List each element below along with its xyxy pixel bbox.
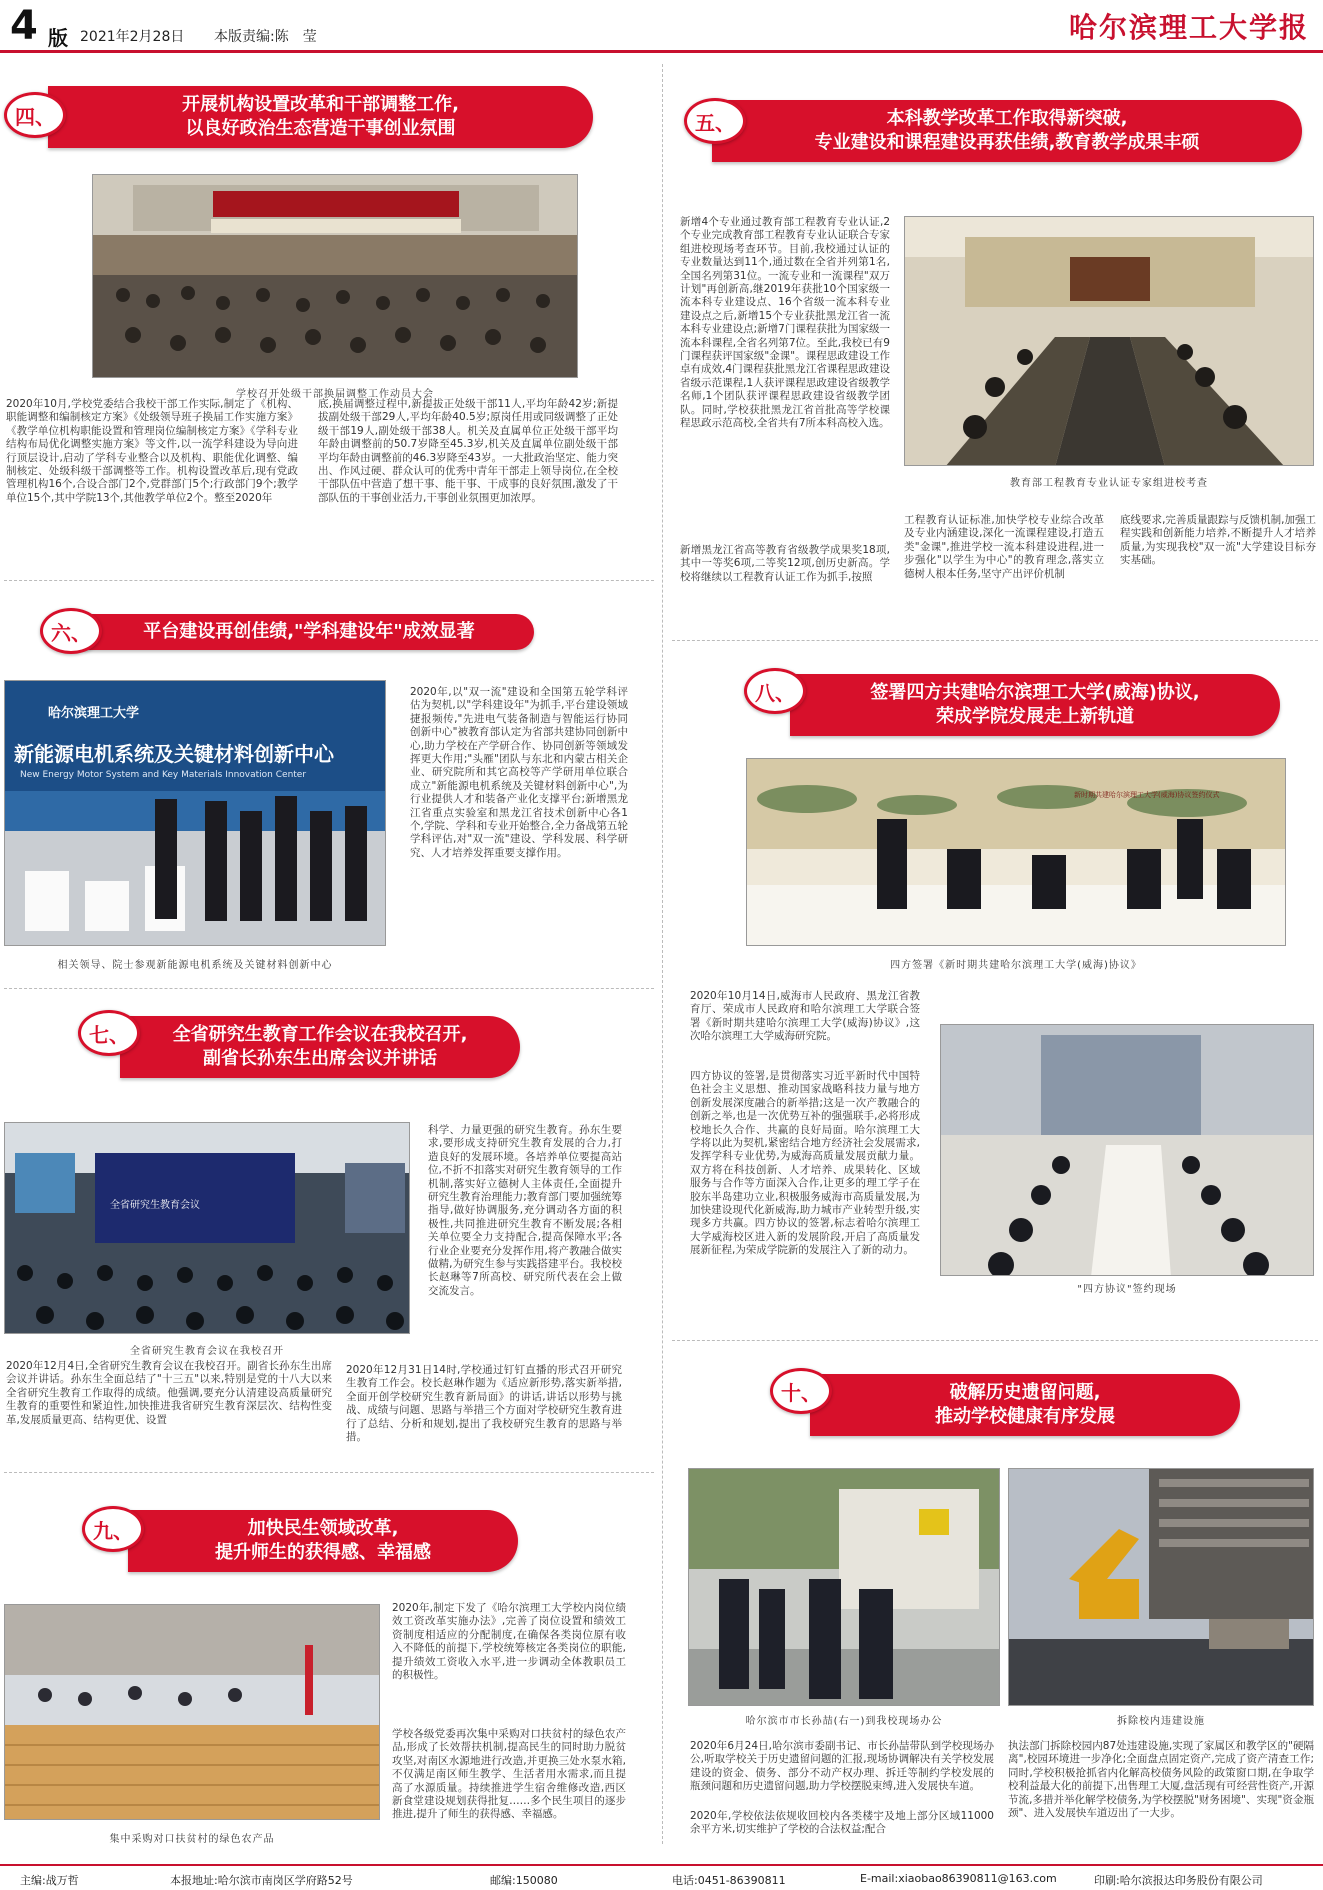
section-4-number: 四、	[4, 92, 66, 138]
header-divider	[0, 50, 1323, 53]
innovation-center-sign-school: 哈尔滨理工大学	[48, 706, 140, 721]
section-9-title-line2: 提升师生的获得感、幸福感	[215, 1542, 431, 1563]
section-8-title-line2: 荣成学院发展走上新轨道	[936, 706, 1134, 727]
section-7-col3: 2020年12月31日14时,学校通过钉钉直播的形式召开研究生教育工作会。校长赵琳作题为《适应新形势,落实新举措,全面开创学校研究生教育新局面》的讲话,讲话以形势与挑战、成绩与问题、思路与举措三个方面对学校研究生教育进行了总结、分析和规划,提出了我校研究生教育的思路与举措。	[346, 1364, 622, 1444]
section-4-title-line2: 以良好政治生态营造干事创业氛围	[185, 118, 456, 139]
section-10-number: 十、	[770, 1368, 832, 1414]
section-6-title	[84, 614, 534, 650]
section-8-col1a: 2020年10月14日,威海市人民政府、黑龙江省教育厅、荣成市人民政府和哈尔滨理工大学联合签署《新时期共建哈尔滨理工大学(威海)协议》,这次哈尔滨理工大学威海研究院。	[690, 990, 920, 1043]
section-10-title	[810, 1374, 1240, 1436]
accreditation-meeting-caption: 教育部工程教育专业认证专家组进校考查	[1010, 478, 1208, 489]
signing-backdrop-text: 新时期共建哈尔滨理工大学(威海)协议签约仪式	[1074, 791, 1220, 799]
page-number: 4	[10, 3, 38, 49]
section-divider	[4, 988, 654, 989]
section-5-col2: 新增黑龙江省高等教育省级教学成果奖18项,其中一等奖6项,二等奖12项,创历史新高。学校将继续以工程教育认证工作为抓手,按照	[680, 544, 890, 583]
section-4-col2: 底,换届调整过程中,新提拔正处级干部11人,平均年龄42岁;新提拔副处级干部29人,平均年龄40.5岁;原岗任用或同级调整了正处级干部19人,副处级干部38人。机关及直属单位正处级干部平均年龄由调整前的50.7岁降至45.3岁,机关及直属单位副处级干部平均年龄由调整前的46.3岁降至43岁。一大批政治坚定、能力突出、作风过硬、群众认可的优秀中青年干部走上领导岗位,在全校干部队伍中营造了想干事、能干事、干成事的良好氛围,激发了干部队伍的干事创业活力,干事创业氛围更加浓厚。	[318, 398, 618, 504]
section-6-number: 六、	[40, 608, 102, 654]
section-9-title-line1: 加快民生领域改革,	[247, 1518, 399, 1539]
innovation-center-caption: 相关领导、院士参观新能源电机系统及关键材料创新中心	[57, 960, 333, 971]
page-editor: 本版责编:陈 莹	[214, 29, 317, 45]
page-header	[0, 0, 1323, 48]
section-7-title	[120, 1016, 520, 1078]
section-4-title	[48, 86, 593, 148]
section-divider	[672, 640, 1318, 641]
conference-screen-text: 全省研究生教育会议	[110, 1200, 200, 1211]
section-5-title	[712, 100, 1302, 162]
section-5-col1: 新增4个专业通过教育部工程教育专业认证,2个专业完成教育部工程教育专业认证联合专家组进校现场考查环节。目前,我校通过认证的专业数量达到11个,通过数在全省并列第1名,全国名列第31位。一流专业和一流课程"双万计划"再创新高,继2019年获批10个国家级一流本科专业建设点、16个省级一流本科专业建设点之后,新增15个专业获批黑龙江省一流本科专业建设点;新增7门课程获批为国家级一流本科课程,全省名列第7位。至此,我校已有9门课程获评国家级"金课"。课程思政建设工作卓有成效,4门课程获批黑龙江省课程思政建设省级示范课程,1人获评课程思政建设省级教学名师,1个团队获评课程思政建设省级教学团队。同时,学校获批黑龙江省首批高等学校课程思政示范高校,全省共有7所本科高校入选。	[680, 216, 890, 430]
section-7-number: 七、	[78, 1010, 140, 1056]
masthead-logo: 哈尔滨理工大学报	[1068, 11, 1309, 44]
poverty-alleviation-caption: 集中采购对口扶贫村的绿色农产品	[109, 1834, 275, 1845]
section-5-number: 五、	[684, 98, 746, 144]
mayor-site-visit-photo	[688, 1468, 1000, 1706]
section-6-body: 2020年,以"双一流"建设和全国第五轮学科评估为契机,以"学科建设年"为抓手,平台建设领域捷报频传,"先进电气装备制造与智能运行协同创新中心"被教育部认定为省部共建协同创新中心,助力学校在产学研合作、协同创新等领域发挥更大作用;"头雁"团队与东北和内蒙古相关企业、研究院所和其它高校等产学研用单位联合成立"新能源电机系统及关键材料创新中心",为行业提供人才和装备产业化支撑平台;新增黑龙江省重点实验室和黑龙江省技术创新中心各1个,学院、学科和专业开始整合,全力备战第五轮学科评估,对"双一流"建设、学科发展、科学研究、人才培养发挥重要支撑作用。	[410, 686, 628, 859]
signing-ceremony-caption: 四方签署《新时期共建哈尔滨理工大学(威海)协议》	[890, 960, 1142, 971]
section-8-title-line1: 签署四方共建哈尔滨理工大学(威海)协议,	[870, 682, 1200, 703]
section-8-number: 八、	[744, 668, 806, 714]
section-10-title-line2: 推动学校健康有序发展	[935, 1406, 1115, 1427]
section-7-col1: 2020年12月4日,全省研究生教育会议在我校召开。副省长孙东生出席会议并讲话。孙东生全面总结了"十三五"以来,特别是党的十八大以来全省研究生教育工作取得的成绩。他强调,要充分认清建设高质量研究生教育的重要性和紧迫性,加快推进我省研究生教育深层次、结构性变革,发展质量更高、结构更优、设置	[6, 1360, 332, 1426]
footer-email: E-mail:xiaobao86390811@163.com	[860, 1872, 1057, 1885]
signing-venue-caption: "四方协议"签约现场	[1077, 1284, 1177, 1295]
section-5-title-line1: 本科教学改革工作取得新突破,	[886, 108, 1128, 129]
poverty-alleviation-products-photo	[4, 1604, 380, 1820]
footer-printer: 印刷:哈尔滨报达印务股份有限公司	[1094, 1874, 1263, 1887]
section-5-title-line2: 专业建设和课程建设再获佳绩,教育教学成果丰硕	[814, 132, 1200, 153]
footer-tel: 电话:0451-86390811	[672, 1874, 786, 1887]
section-10-title-line1: 破解历史遗留问题,	[949, 1382, 1101, 1403]
innovation-center-sign-title: 新能源电机系统及关键材料创新中心	[14, 742, 334, 766]
footer-editor: 主编:战万哲	[20, 1874, 79, 1887]
section-8-col1b: 四方协议的签署,是贯彻落实习近平新时代中国特色社会主义思想、推动国家战略科技力量与地方创新发展深度融合的新举措;这是一次产教融合的创新之举,也是一次优势互补的强强联手,必将形成校地长久合作、共赢的良好局面。哈尔滨理工大学将以此为契机,紧密结合地方经济社会发展需求,发挥学科专业优势,为威海高质量发展贡献力量。双方将在科技创新、人才培养、成果转化、区域服务与合作等方面深入合作,让更多的理工学子在胶东半岛建功立业,积极服务威海市高质量发展,为加快建设现代化新威海,助力城市产业转型升级,实现多方共赢。四方协议的签署,标志着哈尔滨理工大学威海校区进入新的发展阶段,开启了高质量发展新征程,为荣成学院新的发展注入了新的动力。	[690, 1070, 920, 1257]
section-7-title-line1: 全省研究生教育工作会议在我校召开,	[172, 1024, 468, 1045]
section-divider	[672, 1340, 1318, 1341]
cadre-meeting-caption: 学校召开处级干部换届调整工作动员大会	[236, 389, 434, 400]
section-4-title-line1: 开展机构设置改革和干部调整工作,	[182, 94, 459, 115]
demolition-photo	[1008, 1468, 1314, 1706]
demolition-caption: 拆除校内违建设施	[1117, 1716, 1205, 1727]
section-10-col1b: 2020年,学校依法依规收回校内各类楼宇及地上部分区域11000余平方米,切实维护了学校的合法权益;配合	[690, 1810, 994, 1836]
page-footer	[0, 1864, 1323, 1890]
section-9-number: 九、	[82, 1506, 144, 1552]
mayor-site-visit-caption: 哈尔滨市市长孙喆(右一)到我校现场办公	[745, 1716, 943, 1727]
issue-date: 2021年2月28日	[80, 29, 185, 45]
page-ban: 版	[48, 26, 68, 50]
section-5-col4: 底线要求,完善质量跟踪与反馈机制,加强工程实践和创新能力培养,不断提升人才培养质量,为实现我校"双一流"大学建设目标夯实基础。	[1120, 514, 1316, 567]
section-9-col2: 学校各级党委再次集中采购对口扶贫村的绿色农产品,形成了长效帮扶机制,提高民生的同时助力脱贫攻坚,对南区水源地进行改造,并更换三处水泵水箱,不仅满足南区师生教学、生活者用水需求,而且提高了水源质量。持续推进学生宿舍维修改造,西区新食堂建设规划获得批复……多个民生项目的逐步推进,提升了师生的获得感、幸福感。	[392, 1728, 626, 1821]
section-divider	[4, 1472, 654, 1473]
innovation-center-sign-en: New Energy Motor System and Key Materials Innovation Center	[20, 770, 307, 780]
footer-zip: 邮编:150080	[490, 1874, 558, 1887]
section-4-col1: 2020年10月,学校党委结合我校干部工作实际,制定了《机构、职能调整和编制核定方案》《处级领导班子换届工作实施方案》《教学单位机构职能设置和管理岗位编制核定方案》《学科专业结构布局优化调整实施方案》等文件,以一流学科建设为导向进行顶层设计,启动了学科专业整合以及机构、职能优化调整、编制核定、处级科级干部调整等工作。机构设置改革后,现有党政管理机构16个,合设合部门2个,党群部门5个;行政部门9个;教学单位15个,其中学院13个,其他教学单位2个。整至2020年	[6, 398, 298, 504]
section-8-title	[790, 674, 1280, 736]
section-7-title-line2: 副省长孙东生出席会议并讲话	[203, 1048, 437, 1069]
section-10-col1a: 2020年6月24日,哈尔滨市委副书记、市长孙喆带队到学校现场办公,听取学校关于历史遗留问题的汇报,现场协调解决有关学校发展建设的资金、债务、部分不动产权办理、拆迁等制约学校发展的瓶颈问题和历史遗留问题,助力学校摆脱束缚,进入发展快车道。	[690, 1740, 994, 1793]
section-9-col1: 2020年,制定下发了《哈尔滨理工大学校内岗位绩效工资改革实施办法》,完善了岗位设置和绩效工资制度相适应的分配制度,在确保各类岗位原有收入不降低的前提下,学校统筹核定各类岗位的职能,提升绩效工资收入水平,进一步调动全体教职员工的积极性。	[392, 1602, 626, 1682]
signing-venue-photo	[940, 1024, 1314, 1276]
section-5-col3: 工程教育认证标准,加快学校专业综合改革及专业内涵建设,深化一流课程建设,打造五类"金课",推进学校一流本科建设进程,进一步强化"以学生为中心"的教育理念,落实立德树人根本任务,坚守产出评价机制	[904, 514, 1104, 580]
section-divider	[4, 580, 654, 581]
footer-address: 本报地址:哈尔滨市南岗区学府路52号	[170, 1874, 353, 1887]
section-6-title-line1: 平台建设再创佳绩,"学科建设年"成效显著	[143, 621, 475, 642]
cadre-meeting-photo	[92, 174, 578, 378]
graduate-conference-caption: 全省研究生教育会议在我校召开	[130, 1346, 284, 1357]
column-divider	[662, 64, 663, 1844]
signing-ceremony-photo	[746, 758, 1286, 946]
section-7-col2: 科学、力量更强的研究生教育。孙东生要求,要形成支持研究生教育发展的合力,打造良好的发展环境。各培养单位要提高站位,不折不扣落实对研究生教育领导的工作机制,落实好立德树人主体责任,全面提升研究生教育治理能力;教育部门要加强统筹指导,做好协调服务,充分调动各方面的积极性,共同推进研究生教育不断发展;各相关单位要全力支持配合,提高保障水平;各行业企业要充分发挥作用,将产教融合做实做精,为研究生参与实践搭建平台。我校校长赵琳等7所高校、研究所代表在会上做交流发言。	[428, 1124, 622, 1297]
section-9-title	[128, 1510, 518, 1572]
accreditation-meeting-photo	[904, 216, 1314, 466]
section-10-col2: 执法部门拆除校园内87处违建设施,实现了家属区和教学区的"硬隔离",校园环境进一步净化;全面盘点固定资产,完成了资产清查工作;同时,学校积极抢抓省内化解高校债务风险的政策窗口期,在争取学校利益最大化的前提下,出售理工大厦,盘活现有可经营性资产,开源节流,多措并举化解学校债务,为学校摆脱"财务困境"、实现"资金瓶颈"、进入发展快车道迈出了一大步。	[1008, 1740, 1314, 1820]
graduate-conference-photo	[4, 1122, 410, 1334]
